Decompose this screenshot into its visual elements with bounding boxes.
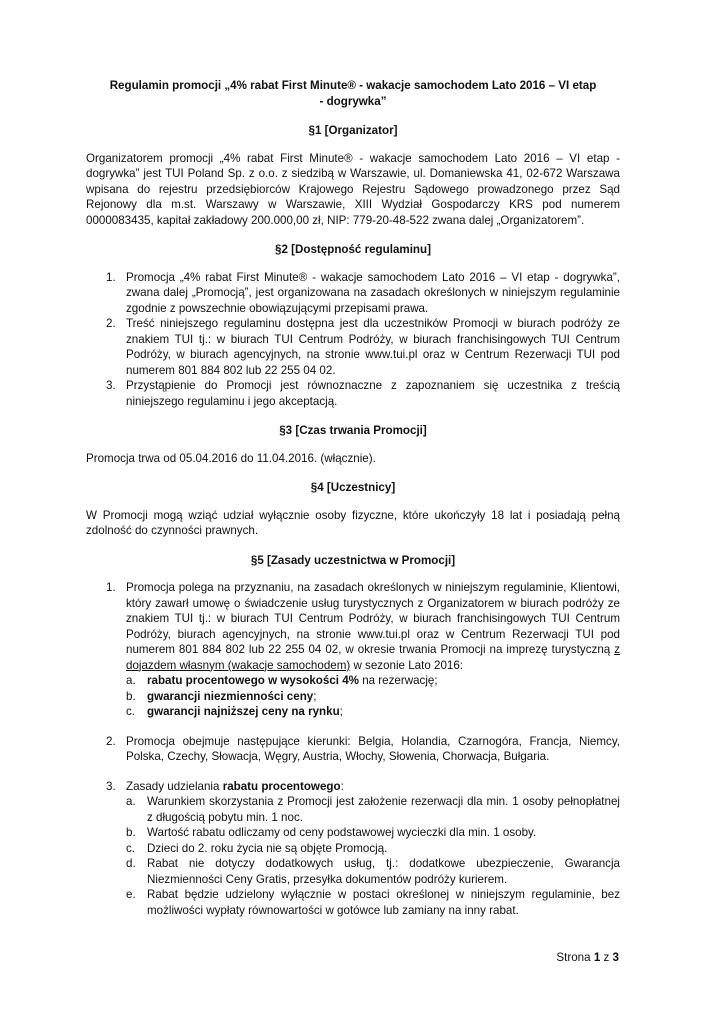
document-page	[86, 78, 620, 932]
sub-list-item: c. gwarancji najniższej ceny na rynku;	[126, 705, 343, 718]
sub-list	[126, 794, 620, 918]
sub-list-item: e. Rabat będzie udzielony wyłącznie w postaci określonej w niniejszym regulaminie, bez możliwości wypłaty równowartości w gotówce lub zamiany na inny rabat.	[126, 888, 620, 917]
section-1-heading: §1 [Organizator]	[308, 124, 398, 137]
section-4-text: W Promocji mogą wziąć udział wyłącznie osoby fizyczne, które ukończyły 18 lat i posiadają pełną zdolność do czynności prawnych.	[86, 508, 620, 537]
sub-list	[126, 673, 620, 720]
sub-list-item: a. Warunkiem skorzystania z Promocji jest założenie rezerwacji dla min. 1 osoby pełnopłatnej z długością pobytu min. 1 noc.	[126, 795, 620, 824]
sub-list-item: a. rabatu procentowego w wysokości 4% na rezerwację;	[126, 674, 438, 687]
list-item: 1. Promocja „4% rabat First Minute® - wakacje samochodem Lato 2016 – VI etap - dogrywka”, zwana dalej „Promocją”, jest organizowana na zasadach określonych w niniejszym regulaminie zgodnie z powszechnie obowiązującymi przepisami prawa.	[106, 270, 620, 315]
section-5-list	[86, 580, 620, 918]
document-title: Regulamin promocji „4% rabat First Minute® - wakacje samochodem Lato 2016 – VI etap - dogrywka”	[109, 79, 597, 108]
list-item: 3. Zasady udzielania rabatu procentowego: a. Warunkiem skorzystania z Promocji jest założenie rezerwacji dla min. 1 osoby pełnopłatnej z długością pobytu min. 1 noc. b. Wartość rabatu odliczamy od ceny podstawowej wycieczki dla min. 1 osoby. c. Dzieci do 2. roku życia nie są objęte Promocją. d. Rabat nie dotyczy dodatkowych usług, tj.: dodatkowe ubezpieczenie, Gwarancja Niezmienności Ceny Gratis, przesyłka dokumentów podróży kurierem. e. Rabat będzie udzielony wyłącznie w postaci określonej w niniejszym regulaminie, bez możliwości wypłaty równowartości w gotówce lub zamiany na inny rabat.	[106, 779, 620, 917]
sub-list-item: b. Wartość rabatu odliczamy od ceny podstawowej wycieczki dla min. 1 osoby.	[126, 826, 537, 839]
section-3-text: Promocja trwa od 05.04.2016 do 11.04.2016. (włącznie).	[86, 451, 376, 465]
page-number: Strona 1 z 3	[556, 951, 619, 964]
list-item: 1. Promocja polega na przyznaniu, na zasadach określonych w niniejszym regulaminie, Klientowi, który zawarł umowę o świadczenie usług turystycznych z Organizatorem w biurach podróży ze znakiem TUI tj.: w biurach TUI Centrum Podróży, w biurach franchisingowych TUI Centrum Podróży, biurach agencyjnych, na stronie www.tui.pl oraz w Centrum Rezerwacji TUI pod numerem 801 884 802 lub 22 255 04 02, w okresie trwania Promocji na imprezę turystyczną z dojazdem własnym (wakacje samochodem) w sezonie Lato 2016: a. rabatu procentowego w wysokości 4% na rezerwację; b. gwarancji niezmienności ceny; c. gwarancji najniższej ceny na rynku;	[106, 581, 620, 718]
section-2-list	[86, 270, 620, 410]
sub-list-item: b. gwarancji niezmienności ceny;	[126, 689, 317, 703]
list-item: 2. Treść niniejszego regulaminu dostępna jest dla uczestników Promocji w biurach podróży ze znakiem TUI tj.: w biurach TUI Centrum Podróży, w biurach franchisingowych TUI Centrum Podróży, w biurach agencyjnych, na stronie www.tui.pl oraz w Centrum Rezerwacji TUI pod numerem 801 884 802 lub 22 255 04 02.	[106, 317, 620, 377]
section-3-heading: §3 [Czas trwania Promocji]	[279, 424, 427, 437]
section-2-heading: §2 [Dostępność regulaminu]	[275, 243, 431, 256]
section-1-text: Organizatorem promocji „4% rabat First Minute® - wakacje samochodem Lato 2016 – VI etap -dogrywka” jest TUI Poland Sp. z o.o. z siedzibą w Warszawie, ul. Domaniewska 41, 02-672 Warszawa wpisana do rejestru przedsiębiorców Krajowego Rejestru Sądowego prowadzonego przez Sąd Rejonowy dla m.st. Warszawy w Warszawie, XIII Wydział Gospodarczy KRS pod numerem 0000083435, kapitał zakładowy 200.000,00 zł, NIP: 779-20-48-522 zwana dalej „Organizatorem”.	[86, 151, 620, 227]
section-4-heading: §4 [Uczestnicy]	[310, 481, 396, 494]
list-item: 2. Promocja obejmuje następujące kierunki: Belgia, Holandia, Czarnogóra, Francja, Niemcy, Polska, Czechy, Słowacja, Węgry, Austria, Włochy, Słowenia, Chorwacja, Bułgaria.	[106, 734, 620, 763]
sub-list-item: d. Rabat nie dotyczy dodatkowych usług, tj.: dodatkowe ubezpieczenie, Gwarancja Niezmienności Ceny Gratis, przesyłka dokumentów podróży kurierem.	[126, 857, 620, 886]
section-5-heading: §5 [Zasady uczestnictwa w Promocji]	[250, 553, 456, 567]
list-item: 3. Przystąpienie do Promocji jest równoznaczne z zapoznaniem się uczestnika z treścią niniejszego regulaminu i jego akceptacją.	[106, 379, 620, 408]
sub-list-item: c. Dzieci do 2. roku życia nie są objęte Promocją.	[126, 841, 388, 855]
